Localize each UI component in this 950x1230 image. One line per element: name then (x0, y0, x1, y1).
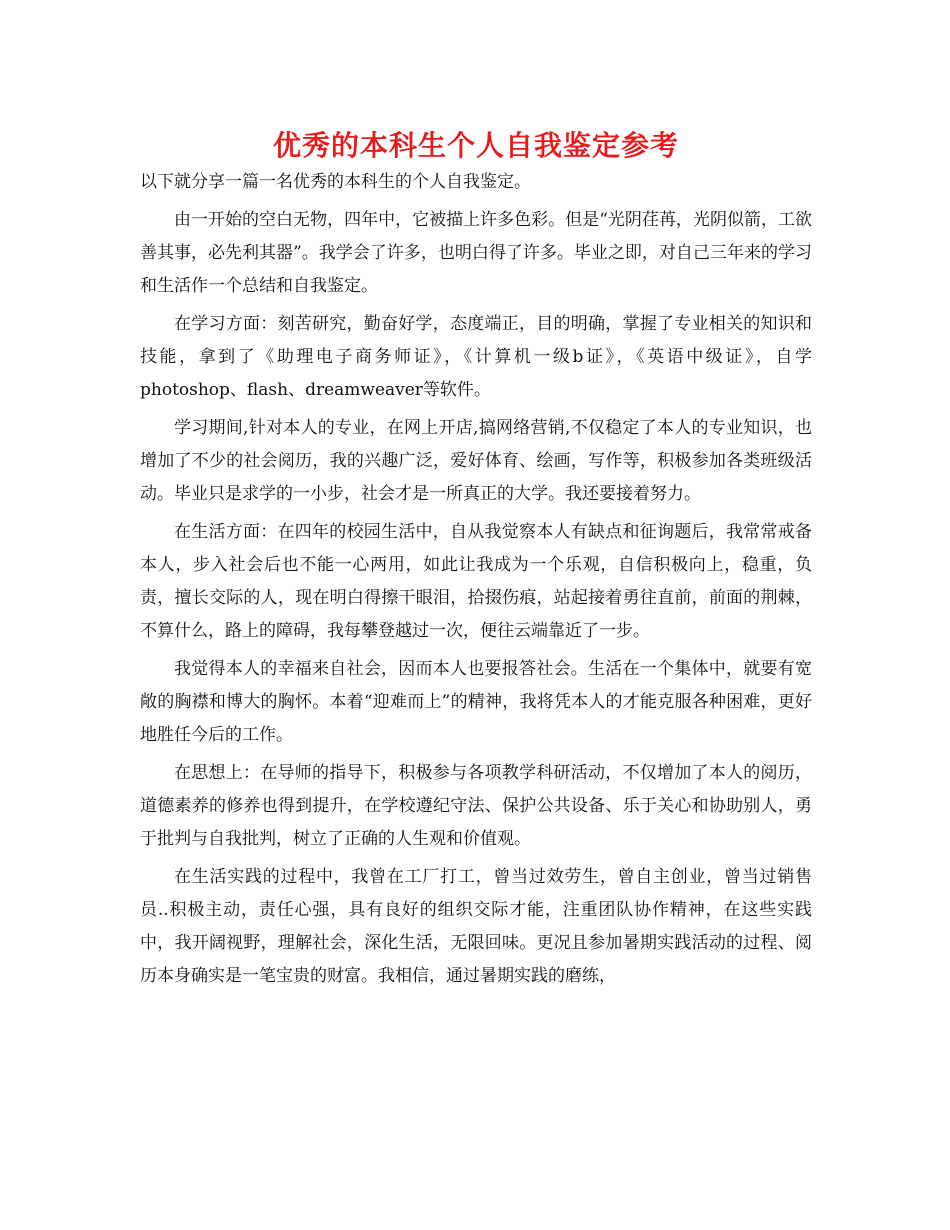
body-paragraph: 在生活方面：在四年的校园生活中，自从我觉察本人有缺点和征询题后，我常常戒备本人，步入社会后也不能一心两用，如此让我成为一个乐观，自信积极向上，稳重，负责，擅长交际的人，现在明白得擦干眼泪，拾掇伤痕，站起接着勇往直前，前面的荆棘，不算什么，路上的障碍，我每攀登越过一次，便往云端靠近了一步。 (140, 522, 812, 641)
body-paragraph: 我觉得本人的幸福来自社会，因而本人也要报答社会。生活在一个集体中，就要有宽敞的胸襟和博大的胸怀。本着“迎难而上”的精神，我将凭本人的才能克服各种困难，更好地胜任今后的工作。 (140, 659, 812, 745)
document-title: 优秀的本科生个人自我鉴定参考 (272, 129, 679, 162)
body-paragraph: 在学习方面：刻苦研究，勤奋好学，态度端正，目的明确，掌握了专业相关的知识和技能，拿到了《助理电子商务师证》，《计算机一级b证》，《英语中级证》，自学photoshop、flash、dreamweaver等软件。 (140, 314, 812, 400)
body-paragraph: 由一开始的空白无物，四年中，它被描上许多色彩。但是“光阴荏苒，光阴似箭，工欲善其事，必先利其器”。我学会了许多，也明白得了许多。毕业之即，对自己三年来的学习和生活作一个总结和自我鉴定。 (140, 210, 812, 296)
body-paragraph: 学习期间,针对本人的专业，在网上开店,搞网络营销,不仅稳定了本人的专业知识，也增加了不少的社会阅历，我的兴趣广泛，爱好体育、绘画，写作等，积极参加各类班级活动。毕业只是求学的一小步，社会才是一所真正的大学。我还要接着努力。 (140, 418, 812, 504)
body-paragraph: 在思想上：在导师的指导下，积极参与各项教学科研活动，不仅增加了本人的阅历，道德素养的修养也得到提升，在学校遵纪守法、保护公共设备、乐于关心和协助别人，勇于批判与自我批判，树立了正确的人生观和价值观。 (140, 763, 812, 849)
intro-paragraph: 以下就分享一篇一名优秀的本科生的个人自我鉴定。 (140, 172, 531, 192)
body-paragraph: 在生活实践的过程中，我曾在工厂打工，曾当过效劳生，曾自主创业，曾当过销售员..积极主动，责任心强，具有良好的组织交际才能，注重团队协作精神，在这些实践中，我开阔视野，理解社会，深化生活，无限回味。更况且参加暑期实践活动的过程、阅历本身确实是一笔宝贵的财富。我相信，通过暑期实践的磨练， (140, 867, 812, 986)
document-page (140, 126, 812, 993)
